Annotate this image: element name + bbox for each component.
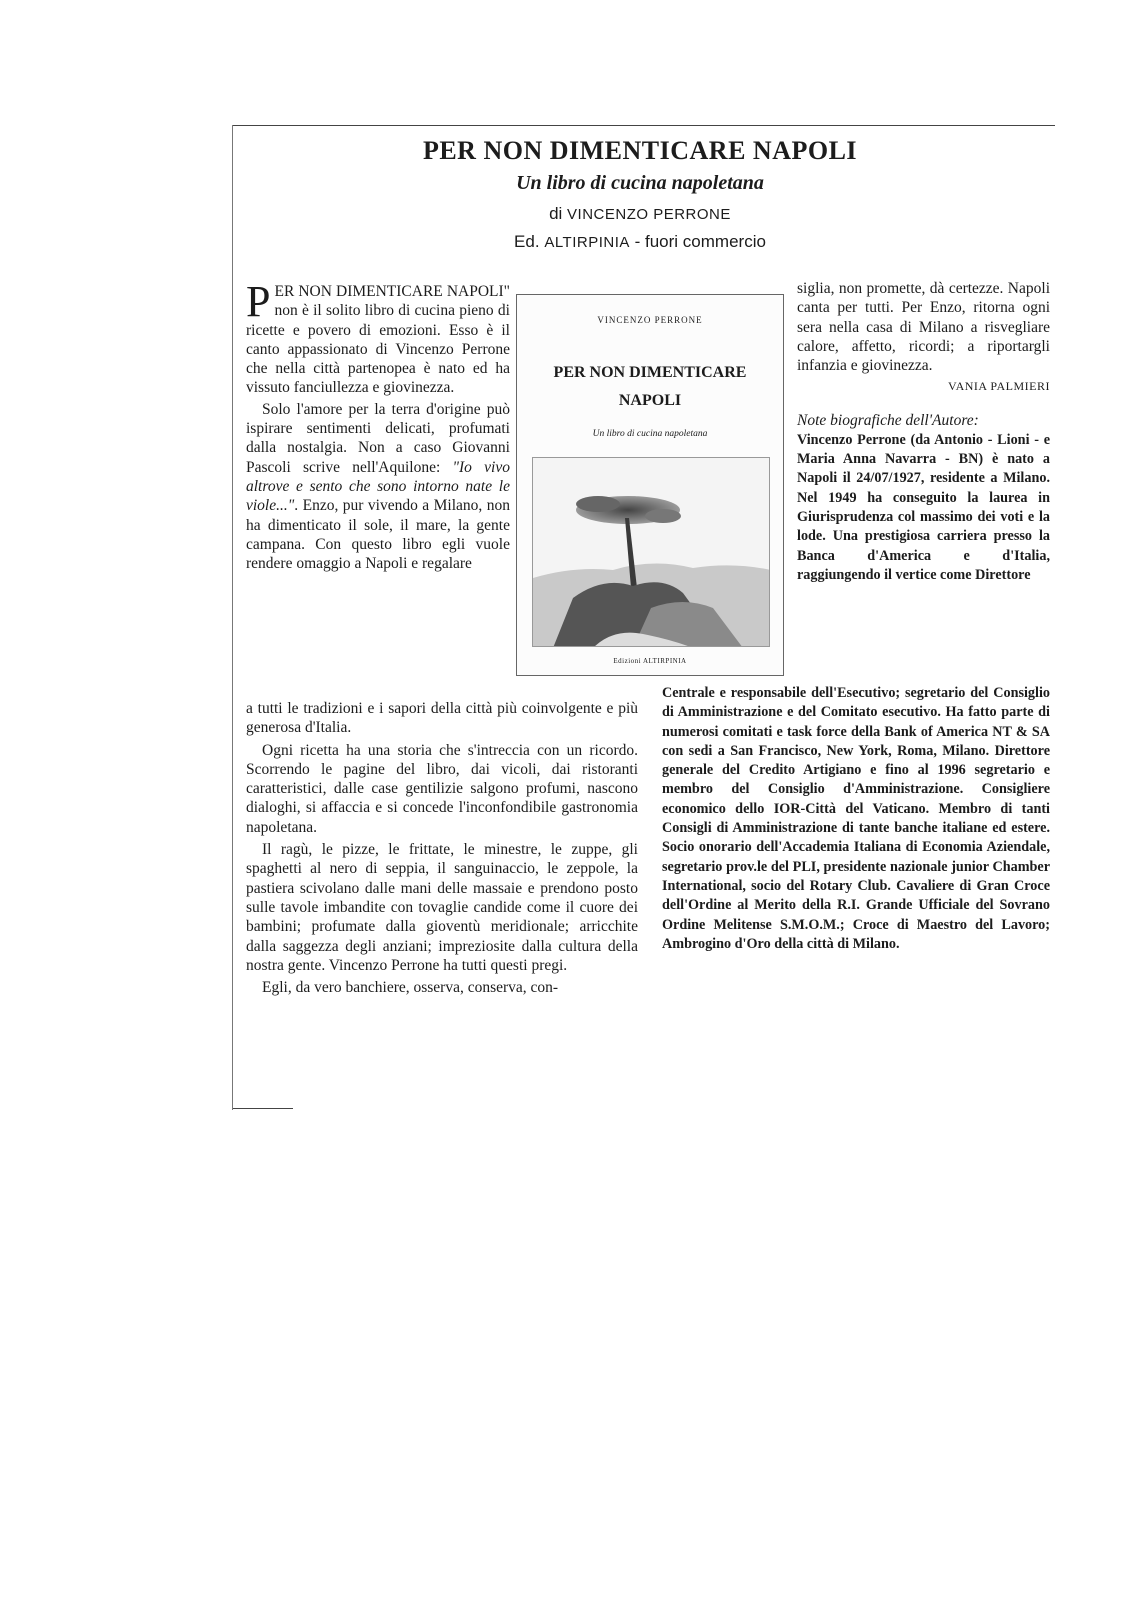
cover-title-line2: NAPOLI [618, 392, 682, 409]
intro-smallcaps: ER NON DIMENTICARE NAPOLI" [274, 283, 510, 300]
edition-prefix: Ed. [514, 232, 540, 251]
bio-column-wide [662, 684, 1050, 954]
article-column-right [797, 279, 1050, 585]
bio-heading: Note biografiche dell'Autore: [797, 411, 979, 429]
frame-left-rule [232, 125, 233, 1110]
article-title: PER NON DIMENTICARE NAPOLI [422, 136, 858, 165]
paragraph-dishes: Il ragù, le pizze, le frittate, le minestre, le zuppe, gli spaghetti al nero di seppia, il sanguinaccio, le zeppole, la pastiera scivolano dalle mani delle massaie e prendono posto sulle tavole imbandite con tovaglie candide come il cuore dei bambini; profumate dalla gioventù meridionale; arricchite dalla saggezza degli anziani; impreziosite dalla cultura della nostra gente. Vincenzo Perrone ha tutti questi pregi. [246, 841, 638, 974]
paragraph-banker: Egli, da vero banchiere, osserva, conserva, con- [262, 979, 559, 997]
drop-cap: P [246, 277, 271, 326]
book-cover [516, 294, 784, 676]
frame-top-rule [233, 125, 1055, 126]
cover-landscape-image [532, 457, 770, 647]
paragraph-banker-cont: siglia, non promette, dà certezze. Napoli canta per tutti. Per Enzo, ritorna ogni sera nella casa di Milano a risvegliare calore, affetto, ricordi; a riportargli infanzia e giovinezza. [797, 280, 1050, 375]
nostalgia-text-b: . Enzo, pur vivendo a Milano, non ha dimenticato il sole, il mare, la gente campana. Con questo libro egli vuole rendere omaggio a Napoli e regalare [246, 497, 510, 573]
paragraph-recipes: Ogni ricetta ha una storia che s'intreccia con un ricordo. Scorrendo le pagine del libro, dai vicoli, dai ristoranti caratteristici, dalle case gentilizie salgono profumi, nascono dialoghi, si affaccia e si concede l'inconfondibile gastronomia napoletana. [246, 741, 638, 836]
paragraph-intro [246, 277, 510, 398]
pine-tree-illustration [533, 458, 770, 647]
cover-publisher: Edizioni ALTIRPINIA [613, 657, 687, 665]
intro-text: non è il solito libro di cucina pieno di ricette e povero di emozioni. Esso è il canto appassionato di Vincenzo Perrone che nella città partenopea è nato ed ha vissuto fanciullezza e giovinezza. [246, 302, 510, 397]
bio-text-part2: Centrale e responsabile dell'Esecutivo; segretario del Consiglio di Amministrazione e del Comitato esecutivo. Ha fatto parte di numerosi comitati e task force della Bank of America NT & SA con sedi a San Francisco, New York, Roma, Milano. Direttore generale del Credito Artigiano e fino al 1996 segretario e membro del Consiglio d'Amministrazione. Consigliere economico dello IOR-Città del Vaticano. Membro di tanti Consigli di Amministrazione di tante banche italiane ed estere. Socio onorario dell'Accademia Italiana di Economia Aziendale, segretario prov.le del PLI, presidente nazionale junior Chamber International, socio del Rotary Club. Cavaliere di Gran Croce dell'Ordine al Merito della R.I. Grande Ufficiale del Sovrano Ordine Melitense S.M.O.M.; Croce di Maestro del Lavoro; Ambrogino d'Oro della città di Milano. [662, 685, 1050, 952]
nostalgia-text-a: Solo l'amore per la terra d'origine può ispirare sentimenti delicati, profumati dalla nostalgia. Non a caso Giovanni Pascoli scrive nell'Aquilone: [246, 400, 510, 476]
article-column-left [246, 277, 510, 573]
edition-line [240, 229, 1040, 256]
bio-text-part1: Vincenzo Perrone (da Antonio - Lioni - e Maria Anna Navarra - BN) è nato a Napoli il 24/07/1927, residente a Milano. Nel 1949 ha conseguito la laurea in Giurisprudenza col massimo dei voti e la lode. Una prestigiosa carriera presso la Banca d'America e d'Italia, raggiungendo il vertice come Direttore [797, 431, 1050, 583]
byline-author: VINCENZO PERRONE [567, 206, 731, 223]
paragraph-nostalgia [246, 400, 510, 574]
cover-author: VINCENZO PERRONE [597, 315, 703, 325]
cover-subtitle: Un libro di cucina napoletana [592, 429, 708, 439]
article-column-left-wide [246, 699, 638, 997]
byline [240, 200, 1040, 229]
edition-suffix: - fuori commercio [634, 232, 766, 251]
byline-prefix: di [549, 204, 563, 223]
pascoli-quote: "Io vivo altrove e sento che sono intorno nate le viole..." [246, 458, 510, 515]
edition-publisher: ALTIRPINIA [544, 234, 630, 251]
paragraph-nostalgia-cont: a tutti le tradizioni e i sapori della città più coinvolgente e più generosa d'Italia. [246, 700, 638, 737]
author-signature: VANIA PALMIERI [947, 379, 1050, 394]
frame-bottom-rule [233, 1108, 293, 1109]
article-header [240, 134, 1040, 256]
cover-title [517, 359, 783, 415]
cover-title-line1: PER NON DIMENTICARE [553, 364, 747, 381]
article-subtitle: Un libro di cucina napoletana [516, 172, 764, 194]
